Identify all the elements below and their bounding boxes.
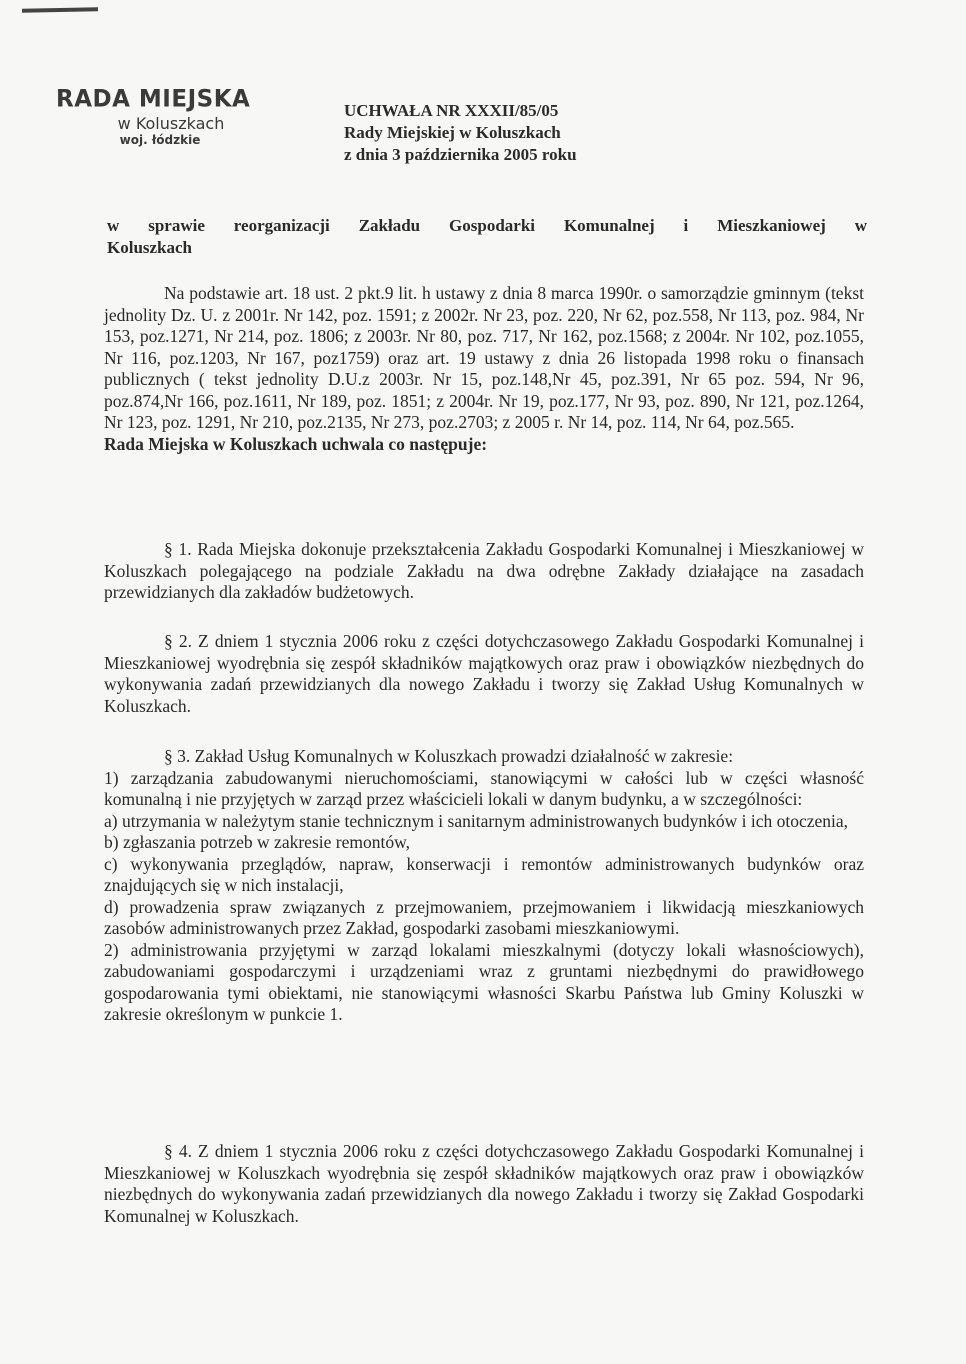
- legal-basis: Na podstawie art. 18 ust. 2 pkt.9 lit. h ustawy z dnia 8 marca 1990r. o samorządzie gminnym (tekst jednolity Dz. U. z 2001r. Nr 142, poz. 1591; z 2002r. Nr 23, poz. 220, Nr 62, poz.558, Nr 113, poz. 984, Nr 153, poz.1271, Nr 214, poz. 1806; z 2003r. Nr 80, poz. 717, Nr 162, poz.1568; z 2004r. Nr 102, poz.1055, Nr 116, poz.1203, Nr 167, poz1759) oraz art. 19 ustawy z dnia 26 listopada 1998 roku o finansach publicznych ( tekst jednolity D.U.z 2003r. Nr 15, poz.148,Nr 45, poz.391, Nr 65 poz. 594, Nr 96, poz.874,Nr 166, poz.1611, Nr 189, poz. 1851; z 2004r. Nr 19, poz.177, Nr 93, poz. 890, Nr 121, poz.1264, Nr 123, poz. 1291, Nr 210, poz.2135, Nr 273, poz.2703; z 2005 r. Nr 14, poz. 114, Nr 64, poz.565.: [104, 283, 864, 432]
- section-2: [104, 631, 864, 717]
- section-3-item-b: b) zgłaszania potrzeb w zakresie remontów,: [104, 832, 410, 852]
- section-1-text: § 1. Rada Miejska dokonuje przekształcenia Zakładu Gospodarki Komunalnej i Mieszkaniowej w Koluszkach polegającego na podziale Zakładu na dwa odrębne Zakłady działające na zasadach przewidzianych dla zakładów budżetowych.: [104, 539, 864, 602]
- section-1: [104, 539, 864, 604]
- section-3-item-d: d) prowadzenia spraw związanych z przejmowaniem, przejmowaniem i likwidacją mieszkaniowych zasobów administrowanych przez Zakład, gospodarki zasobami mieszkaniowymi.: [104, 896, 864, 938]
- section-4-text: § 4. Z dniem 1 stycznia 2006 roku z części dotychczasowego Zakładu Gospodarki Komunalnej i Mieszkaniowej w Koluszkach wyodrębnia się zespół składników majątkowych oraz praw i obowiązków niezbędnych do wykonywania zadań przewidzianych dla nowego Zakładu i tworzy się Zakład Gospodarki Komunalnej w Koluszkach.: [104, 1141, 864, 1226]
- resolution-title: [107, 215, 867, 259]
- title-line-2: Koluszkach: [107, 238, 193, 257]
- resolves-statement: Rada Miejska w Koluszkach uchwala co następuje:: [104, 433, 488, 454]
- resolution-date: z dnia 3 października 2005 roku: [344, 145, 577, 164]
- preamble: [104, 283, 864, 455]
- stamp-line-council: RADA MIEJSKA: [56, 85, 251, 113]
- section-3-intro: § 3. Zakład Usług Komunalnych w Koluszkach prowadzi działalność w zakresie:: [164, 746, 734, 766]
- section-3-item-2: 2) administrowania przyjętymi w zarząd lokalami mieszkalnymi (dotyczy lokali własnościowych), zabudowaniami gospodarczymi i urządzeniami wraz z gruntami niezbędnymi do prawidłowego gospodarowania tymi obiektami, nie stanowiącymi własności Skarbu Państwa lub Gminy Koluszki w zakresie określonym w punkcie 1.: [104, 939, 864, 1024]
- stamp-line-voivodeship: woj. łódzkie: [119, 133, 201, 147]
- resolution-issuer: Rady Miejskiej w Koluszkach: [344, 123, 561, 142]
- stamp-line-town: w Koluszkach: [117, 114, 225, 133]
- section-3-item-a: a) utrzymania w należytym stanie technicznym i sanitarnym administrowanych budynków i ich otoczenia,: [104, 810, 849, 831]
- scan-mark: [22, 7, 98, 13]
- section-3-item-c: c) wykonywania przeglądów, napraw, konserwacji i remontów administrowanych budynków oraz znajdujących się w nich instalacji,: [104, 853, 864, 895]
- section-3: [104, 746, 864, 1026]
- section-2-text: § 2. Z dniem 1 stycznia 2006 roku z części dotychczasowego Zakładu Gospodarki Komunalnej i Mieszkaniowej wyodrębnia się zespół składników majątkowych oraz praw i obowiązków niezbędnych do wykonywania zadań przewidzianych dla nowego Zakładu i tworzy się Zakład Usług Komunalnych w Koluszkach.: [104, 631, 864, 716]
- council-stamp: [56, 86, 296, 147]
- section-3-item-1: 1) zarządzania zabudowanymi nieruchomościami, stanowiącymi w całości lub w części własność komunalną i nie przyjętych w zarząd przez właścicieli lokali w danym budynku, a w szczególności:: [104, 767, 864, 809]
- section-4: [104, 1141, 864, 1227]
- resolution-number: UCHWAŁA NR XXXII/85/05: [344, 101, 559, 120]
- resolution-header: [344, 100, 744, 166]
- title-line-1: w sprawie reorganizacji Zakładu Gospodarki Komunalnej i Mieszkaniowej w: [107, 216, 867, 235]
